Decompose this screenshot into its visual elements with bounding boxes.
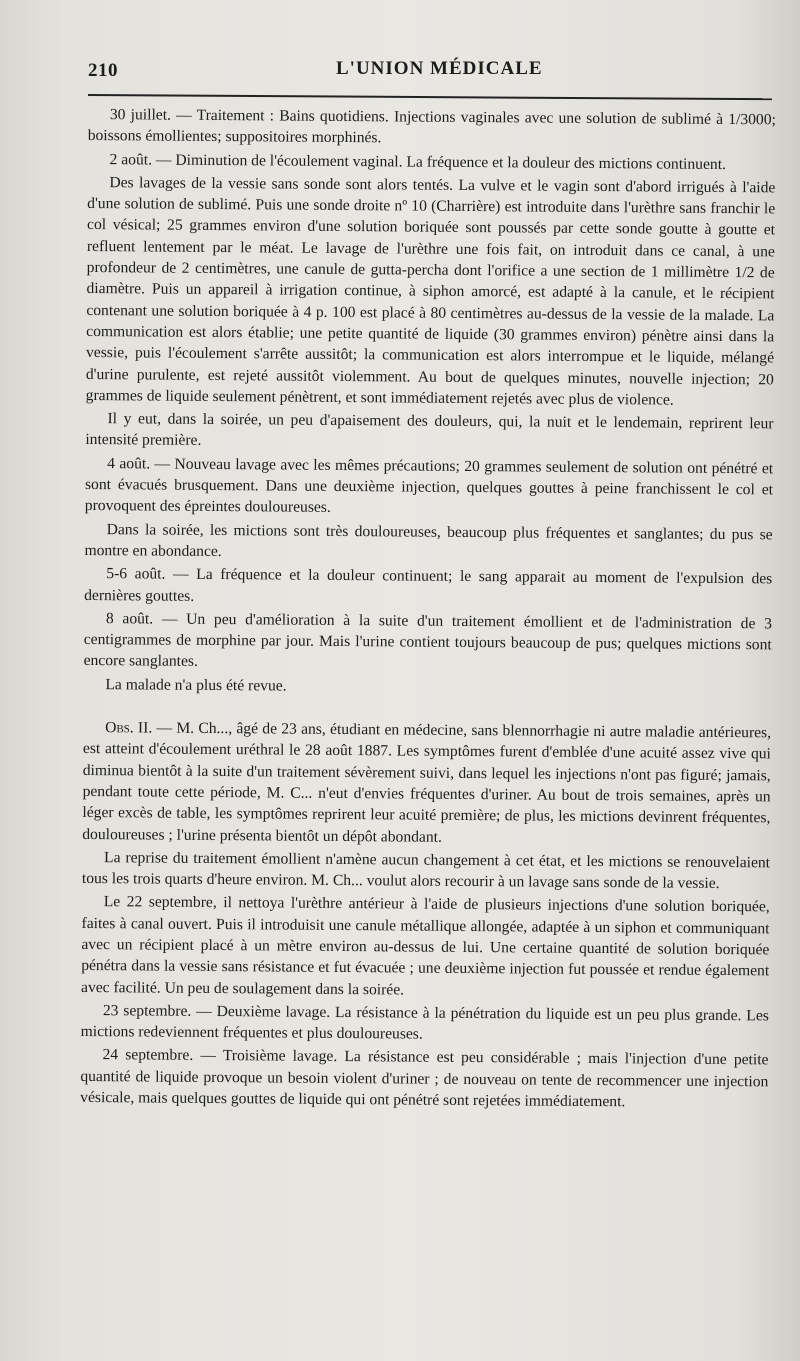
paragraph: 2 août. — Diminution de l'écoulement vaginal. La fréquence et la douleur des mictions continuent.	[109, 150, 727, 173]
paragraph: Dans la soirée, les mictions sont très douloureuses, beaucoup plus fréquentes et sanglantes; du pus se montre en abondance.	[84, 520, 773, 561]
observation-label: Obs. II.	[105, 719, 153, 737]
paragraph: 8 août. — Un peu d'amélioration à la suite d'un traitement émollient et de l'administration de 3 centigrammes de morphine par jour. Mais l'urine contient toujours beaucoup de pus; quelques mictions sont encore sanglantes.	[83, 609, 773, 671]
paragraph: 5-6 août. — La fréquence et la douleur continuent; le sang apparait au moment de l'expulsion des dernières gouttes.	[84, 565, 773, 605]
running-title: L'UNION MÉDICALE	[336, 58, 543, 79]
article-body	[80, 104, 776, 1114]
paragraph: Le 22 septembre, il nettoya l'urèthre antérieur à l'aide de plusieurs injections d'une solution boriquée, faites à canal ouvert. Puis il introduisit une canule métallique allongée, adaptée à un siphon et communiquant avec un récipient placé à un mètre environ au-dessus de lui. Une certaine quantité de solution boriquée pénétra dans la vessie sans résistance et fut évacuée ; une deuxième injection fut poussée et rendue également avec facilité. Un peu de soulagement dans la soirée.	[80, 893, 770, 999]
paragraph: 30 juillet. — Traitement : Bains quotidiens. Injections vaginales avec une solution de sublimé à 1/3000; boissons émollientes; suppositoires morphinés.	[87, 106, 776, 147]
paragraph: La reprise du traitement émollient n'amène aucun changement à cet état, et les mictions se renouvelaient tous les trois quarts d'heure environ. M. Ch... voulut alors recourir à un lavage sans sonde de la vessie.	[81, 848, 771, 893]
paragraph: La malade n'a plus été revue.	[105, 675, 287, 695]
paragraph: Des lavages de la vessie sans sonde sont alors tentés. La vulve et le vagin sont d'abord irrigués à l'aide d'une solution de sublimé. Puis une sonde droite nº 10 (Charrière) est introduite dans l'urèthre sans franchir le col vésical; 25 grammes environ d'une solution boriquée sont poussés par cette sonde goutte à goutte et refluent lentement par le méat. Le lavage de l'urèthre une fois fait, on introduit dans ce canal, à une profondeur de 2 centimètres, une canule de gutta-percha dont l'orifice a une section de 1 millimètre 1/2 de diamètre. Puis un appareil à irrigation continue, à siphon amorcé, est adapté à la canule, et le récipient contenant une solution boriquée à 4 p. 100 est placé à 80 centimètres au-dessus de la vessie de la malade. La communication est alors établie; une petite quantité de liquide (30 grammes environ) pénètre ainsi dans la vessie, puis l'écoulement s'arrête aussitôt; la communication est alors interrompue et le liquide, mélangé d'urine purulente, est rejeté aussitôt violemment. Au bout de quelques minutes, nouvelle injection; 20 grammes de liquide seulement pénètrent, et sont immédiatement rejetés avec plus de violence.	[85, 174, 776, 409]
page-header	[88, 58, 764, 88]
paragraph: Il y eut, dans la soirée, un peu d'apaisement des douleurs, qui, la nuit et le lendemain, reprirent leur intensité première.	[85, 410, 774, 450]
paragraph: 4 août. — Nouveau lavage avec les mêmes précautions; 20 grammes seulement de solution ont pénétré et sont évacués brusquement. Dans une deuxième injection, quelques gouttes à peine franchissent le col et provoquent des épreintes douloureuses.	[84, 454, 774, 517]
page-number: 210	[88, 60, 118, 81]
paragraph: 23 septembre. — Deuxième lavage. La résistance à la pénétration du liquide est un peu plus grande. Les mictions redeviennent fréquentes et plus douloureuses.	[80, 1002, 769, 1043]
paragraph: 24 septembre. — Troisième lavage. La résistance est peu considérable ; mais l'injection d'une petite quantité de liquide provoque un besoin violent d'uriner ; de nouveau on tente de recommencer une injection vésicale, mais quelques gouttes de liquide qui ont pénétré sont rejetées immédiatement.	[80, 1046, 769, 1111]
observation-text: — M. Ch..., âgé de 23 ans, étudiant en médecine, sans blennorrhagie ni autre maladie antérieures, est atteint d'écoulement uréthral le 28 août 1887. Les symptômes furent d'emblée d'une acuité assez vive qui diminua bientôt à la suite d'un traitement sévèrement suivi, dans lequel les injections n'ont pas figuré; jamais, pendant toute cette période, M. C... n'eut d'envies fréquentes d'uriner. Au bout de trois semaines, après un léger excès de table, les symptômes reprirent leur acuité première; de plus, les mictions devinrent fréquentes, douloureuses ; l'urine présenta bientôt un dépôt abondant.	[82, 719, 772, 846]
header-rule	[88, 94, 772, 100]
observation-paragraph	[82, 717, 771, 850]
